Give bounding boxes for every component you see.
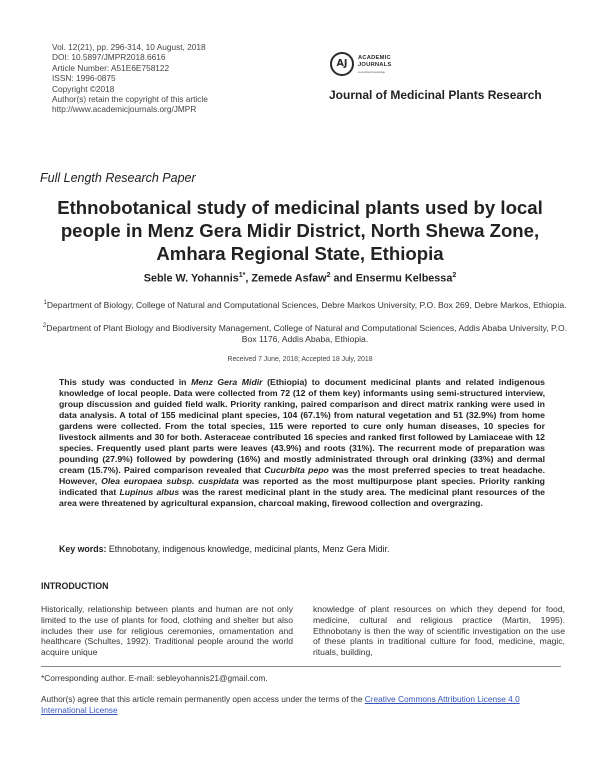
license-link[interactable]: Creative Commons Attribution License 4.0 International License	[41, 694, 520, 715]
affiliation-number: 2	[42, 323, 47, 329]
abstract-text: (Ethiopia) to document medicinal plants and related indigenous knowledge of local people. Data were collected from 72 (12 of them key) informants using semi-structured interview, group discussion and guided field walk. Priority ranking, paired comparison and direct matrix ranking were used in data analysis. A total of 155 medicinal plant species, 104 (67.1%) from natural vegetation and 51 (32.9%) from home gardens were collected. From the total species, 115 were reported to cure only human diseases, 10 species for livestock ailments and 30 for both. Asteraceae contributed 16 species and ranked first followed by Lamiaceae with 12 species. Frequently used plant parts were leaves (43.9%) and roots (31%). The recurrent mode of preparation was pounding (27.9%) followed by powdering (16%) and mostly administrated through oral drinking (33%) and dermal cream (15.7%). Paired comparison revealed that	[59, 377, 545, 475]
meta-doi: DOI: 10.5897/JMPR2018.6616	[52, 52, 166, 63]
logo-line-1: ACADEMIC	[358, 55, 391, 61]
abstract-italic: Olea europaea subsp. cuspidata	[101, 476, 239, 486]
article-metadata	[52, 42, 208, 115]
author-sep: ,	[245, 272, 252, 285]
logo-line-2: JOURNALS	[358, 61, 392, 68]
affiliation-1	[40, 298, 570, 311]
author-name: Seble W. Yohannis	[143, 272, 239, 285]
author-name: Ensermu Kelbessa	[355, 272, 453, 285]
abstract-text: was reported as the most multipurpose plant species. Priority ranking indicated that	[59, 476, 545, 497]
footnote-divider	[41, 666, 561, 667]
intro-column-right: knowledge of plant resources on which they depend for food, medicine, cultural and religious practice (Martin, 1995). Ethnobotany is then the way of scientific investigation on the use of these plants in traditional culture for food, medicine, magic, rituals, building,	[313, 604, 565, 658]
paper-title: Ethnobotanical study of medicinal plants used by local people in Menz Gera Midir District, North Shewa Zone, Amhara Regional State, Ethiopia	[57, 197, 543, 264]
keywords-text: Ethnobotany, indigenous knowledge, medicinal plants, Menz Gera Midir.	[106, 544, 390, 554]
abstract	[59, 377, 545, 509]
license-text: Author(s) agree that this article remain permanently open access under the terms of the	[41, 694, 365, 704]
meta-retain: Author(s) retain the copyright of this article	[52, 94, 208, 105]
author-sup: 2	[452, 272, 457, 279]
logo-mark: AJ	[330, 52, 354, 76]
author-list	[30, 272, 570, 285]
meta-issn: ISSN: 1996-0875	[52, 73, 116, 84]
abstract-italic: Menz Gera Midir	[191, 377, 263, 387]
license-statement	[41, 694, 561, 716]
intro-column-left: Historically, relationship between plants and human are not only limited to the use of plants for food, clothing and shelter but also includes their use for religious ceremonies, ornamentation and healthcare (Schultes, 1992). Traditional people around the world acquire unique	[41, 604, 293, 658]
meta-volume: Vol. 12(21), pp. 296-314, 10 August, 2018	[52, 42, 206, 52]
journal-name: Journal of Medicinal Plants Research	[329, 88, 542, 102]
meta-copyright: Copyright ©2018	[52, 83, 115, 94]
received-accepted-dates: Received 7 June, 2018; Accepted 18 July, 2018	[227, 356, 373, 363]
keywords	[59, 544, 545, 554]
author-sup: 2	[326, 272, 331, 279]
academic-journals-logo	[330, 48, 440, 86]
meta-article-number: Article Number: A51E6E758122	[52, 62, 170, 73]
author-name: Zemede Asfaw	[251, 272, 327, 285]
abstract-text: This study was conducted in	[59, 377, 192, 387]
abstract-text: was the rarest medicinal plant in the study area. The medicinal plant resources of the area were threatened by agricultural expansion, charcoal making, firewood collection and overgrazing.	[59, 487, 545, 508]
logo-tagline: expanding knowledge	[358, 70, 386, 74]
abstract-text: was the most preferred species to treat headache. However,	[59, 465, 546, 486]
author-sup: 1*	[238, 272, 246, 279]
keywords-label: Key words:	[59, 544, 107, 554]
corresponding-author: *Corresponding author. E-mail: sebleyohannis21@gmail.com.	[41, 673, 268, 683]
affiliation-2	[40, 321, 570, 345]
affiliation-number: 1	[43, 300, 47, 306]
paper-type: Full Length Research Paper	[40, 171, 196, 185]
affiliation-text: Department of Plant Biology and Biodiversity Management, College of Natural and Computational Sciences, Addis Ababa University, P.O. Box 1176, Addis Ababa, Ethiopia.	[46, 322, 568, 344]
author-sep: and	[330, 272, 356, 285]
abstract-italic: Cucurbita pepo	[264, 465, 329, 475]
section-heading-introduction: INTRODUCTION	[41, 581, 109, 591]
logo-wordmark	[358, 55, 392, 69]
meta-url: http://www.academicjournals.org/JMPR	[52, 104, 197, 115]
abstract-italic: Lupinus albus	[119, 487, 180, 497]
affiliation-text: Department of Biology, College of Natural and Computational Sciences, Debre Markos University, P.O. Box 269, Debre Markos, Ethiopia.	[46, 299, 567, 310]
